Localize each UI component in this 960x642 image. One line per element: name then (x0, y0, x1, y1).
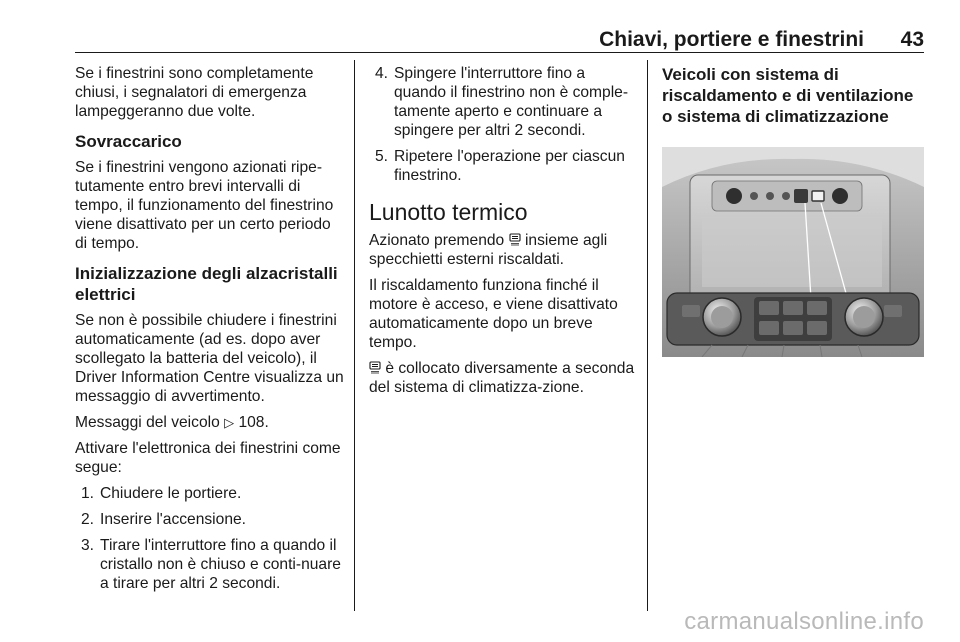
page-title: Chiavi, portiere e finestrini (599, 28, 864, 51)
column-divider (354, 60, 355, 611)
rear-window-heater-icon (509, 233, 521, 246)
climate-heading: Veicoli con sistema di riscaldamento e di ventilazione o sistema di climatizzazione (662, 65, 914, 126)
column-left (75, 64, 347, 600)
rear-window-paragraph-2: Il riscaldamento funziona finché il motore è acceso, e viene disattivato automaticamente dopo un breve tempo. (369, 277, 618, 351)
list-item: 1. Chiudere le portiere. (81, 485, 242, 502)
column-right (662, 64, 924, 362)
overload-heading: Sovraccarico (75, 132, 182, 151)
rear-window-heading: Lunotto termico (369, 199, 528, 225)
activate-paragraph: Attivare l'elettronica dei finestrini come segue: (75, 440, 341, 476)
messages-page-ref[interactable]: 108. (238, 414, 269, 431)
page-number: 43 (900, 28, 924, 51)
list-item: 2. Inserire l'accensione. (81, 511, 246, 528)
steps-list-2 (369, 64, 641, 185)
overload-paragraph: Se i finestrini vengono azionati ripe-tutamente entro brevi intervalli di tempo, il funzionamento del finestrino viene disattivato per un certo periodo di tempo. (75, 159, 334, 252)
column-divider (647, 60, 648, 611)
page-header (75, 26, 924, 53)
column-middle (369, 64, 641, 404)
list-item: 3. Tirare l'interruttore fino a quando il cristallo non è chiuso e conti-nuare a tirare per altri 2 secondi. (81, 537, 341, 592)
rear-window-paragraph-1: Azionato premendo insieme agli specchietti esterni riscaldati. (369, 232, 608, 268)
messages-text: Messaggi del veicolo (75, 414, 220, 431)
watermark: carmanualsonline.info (684, 608, 924, 635)
init-heading: Inizializzazione degli alzacristalli elettrici (75, 264, 338, 304)
steps-list-1 (75, 484, 347, 593)
page-reference-arrow-icon: ▷ (224, 415, 235, 430)
list-item: 4. Spingere l'interruttore fino a quando il finestrino non è comple-tamente aperto e continuare a spingere per altri 2 secondi. (375, 65, 629, 139)
messages-paragraph (75, 413, 347, 432)
init-paragraph: Se non è possibile chiudere i finestrini automaticamente (ad es. dopo aver scollegato la batteria del veicolo), il Driver Information Centre visualizza un messaggio di avvertimento. (75, 312, 344, 405)
climate-control-panel-photo (662, 147, 924, 357)
rear-window-paragraph-3: è collocato diversamente a seconda del sistema di climatizza-zione. (369, 360, 635, 396)
list-item: 5. Ripetere l'operazione per ciascun finestrino. (375, 148, 625, 184)
intro-paragraph: Se i finestrini sono completamente chiusi, i segnalatori di emergenza lampeggeranno due volte. (75, 65, 314, 120)
rear-window-heater-icon (369, 361, 381, 374)
